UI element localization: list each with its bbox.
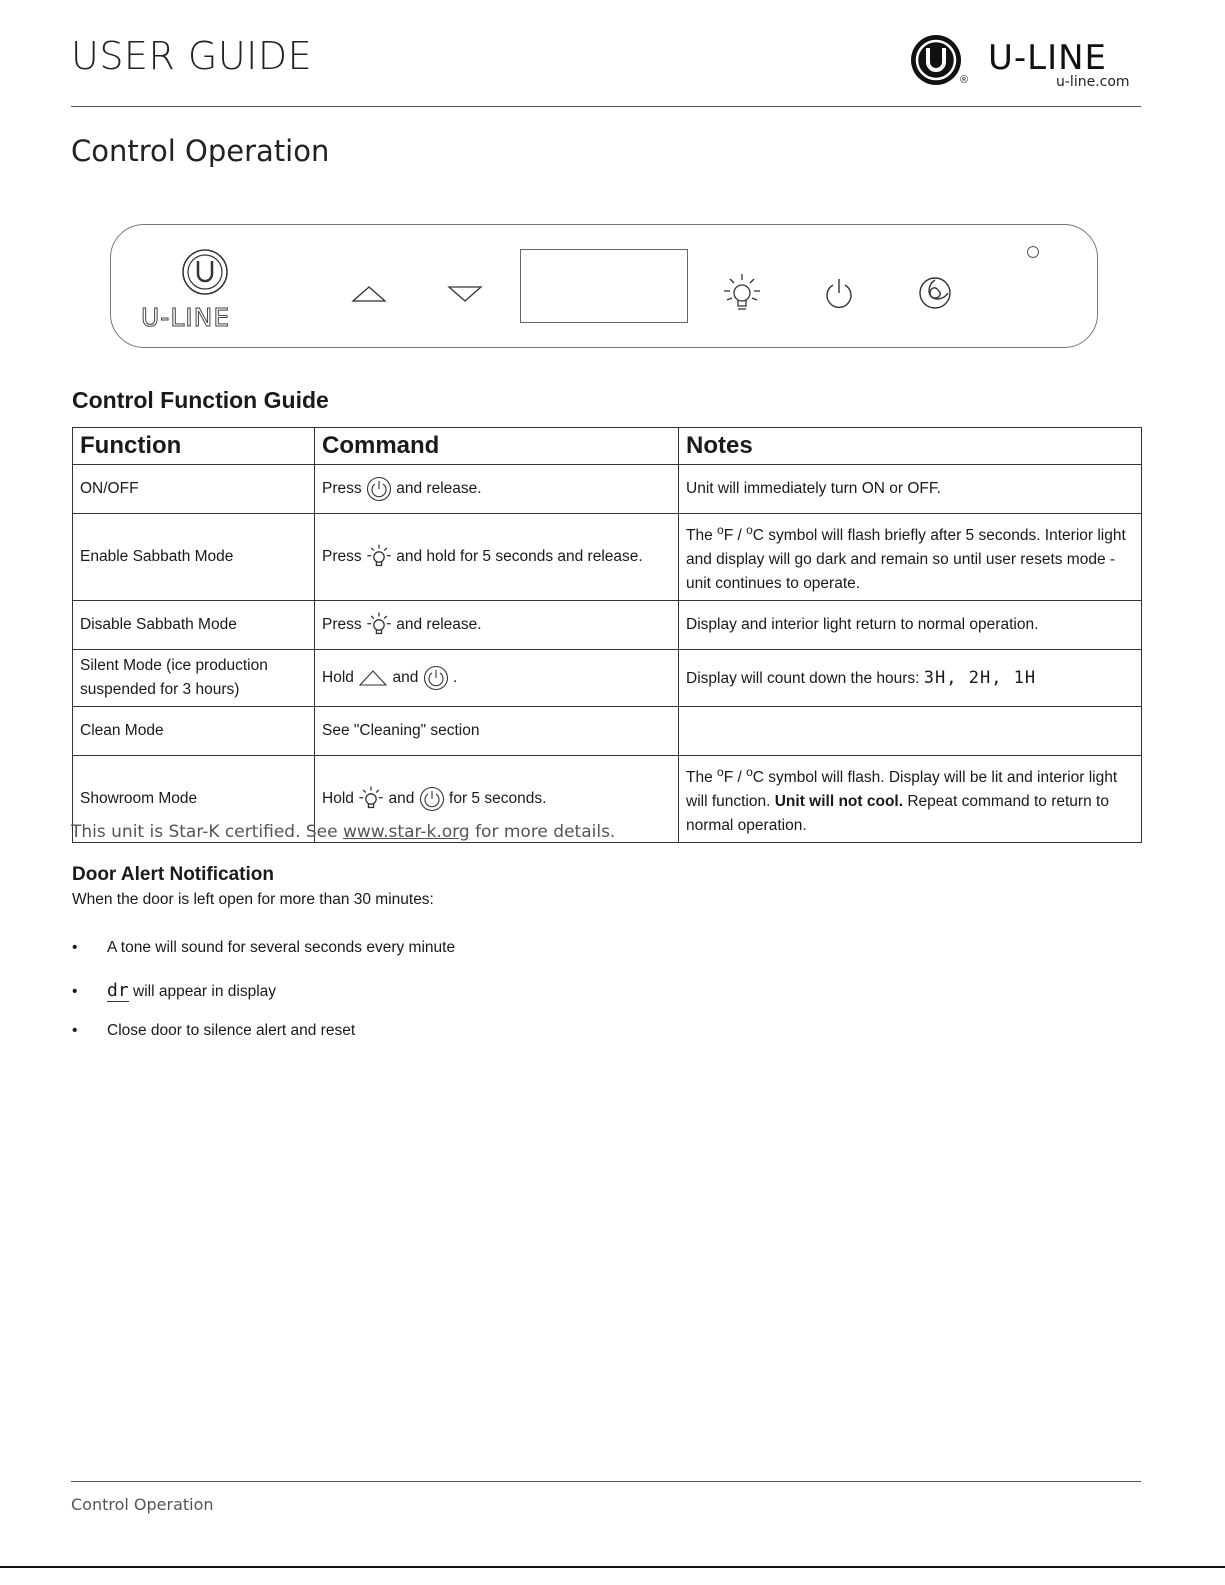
header-divider <box>71 106 1141 107</box>
command-text: Press <box>322 616 362 634</box>
table-row <box>73 650 1142 707</box>
command-cell <box>315 514 679 601</box>
bullet-mark: • <box>72 1022 78 1039</box>
notes-cell: Display and interior light return to normal operation. <box>679 601 1142 650</box>
notes-cell <box>679 756 1142 843</box>
page-bottom-edge <box>0 1566 1225 1568</box>
table-header-row <box>73 428 1142 465</box>
function-cell: Enable Sabbath Mode <box>73 514 315 601</box>
note-text: F / <box>723 769 747 787</box>
footer-divider <box>71 1481 1141 1482</box>
bullet-text: will appear in display <box>133 983 277 1000</box>
indicator-led <box>1027 246 1039 258</box>
table-row <box>73 707 1142 756</box>
note-text: C symbol will flash. Display will be lit and interior light will function. <box>686 769 1118 811</box>
column-header: Function <box>73 428 315 465</box>
command-cell <box>315 465 679 514</box>
notes-cell <box>679 514 1142 601</box>
command-text: Press <box>322 548 362 566</box>
light-bulb-icon <box>358 785 384 813</box>
command-text: . <box>453 669 458 687</box>
star-k-link[interactable]: www.star-k.org <box>343 822 470 842</box>
brand-logo <box>910 32 1142 90</box>
note-text: The <box>686 527 718 545</box>
power-icon <box>419 786 445 812</box>
function-cell: Disable Sabbath Mode <box>73 601 315 650</box>
note-text: The <box>686 769 718 787</box>
function-cell: ON/OFF <box>73 465 315 514</box>
table-row <box>73 514 1142 601</box>
notes-cell: Unit will immediately turn ON or OFF. <box>679 465 1142 514</box>
list-item <box>72 939 455 957</box>
degree-mark: o <box>717 523 724 537</box>
degree-mark: o <box>746 765 753 780</box>
note-warning: Unit will not cool. <box>774 793 904 811</box>
note-text: C symbol will flash briefly after 5 seconds. Interior light and display will go dark and remain so until user resets mode - unit continues to operate. <box>686 527 1126 593</box>
power-icon <box>423 665 449 691</box>
u-line-logo-icon <box>910 34 962 86</box>
light-bulb-icon <box>366 611 392 639</box>
footer-text: Control Operation <box>71 1495 214 1514</box>
degree-mark: o <box>717 765 724 780</box>
degree-mark: o <box>746 523 753 537</box>
header-title: USER GUIDE <box>71 34 313 78</box>
panel-brand-text: U-LINE <box>141 303 231 332</box>
brand-site: u-line.com <box>1056 74 1130 90</box>
panel-logo-icon <box>181 248 229 296</box>
star-k-note <box>71 822 615 842</box>
note-text: F / <box>723 527 747 545</box>
up-arrow-icon <box>351 285 387 303</box>
bullet-text: A tone will sound for several seconds every minute <box>107 939 456 956</box>
brand-name: U-LINE <box>988 38 1108 78</box>
note-text: Repeat command to return to normal operation. <box>686 793 1109 835</box>
column-header: Command <box>315 428 679 465</box>
table-row <box>73 601 1142 650</box>
function-cell: Clean Mode <box>73 707 315 756</box>
column-header: Notes <box>679 428 1142 465</box>
command-text: Hold <box>322 790 354 808</box>
command-cell: See "Cleaning" section <box>315 707 679 756</box>
note-text: Display will count down the hours: <box>686 669 920 687</box>
registered-mark: ® <box>960 74 969 86</box>
command-cell <box>315 601 679 650</box>
list-item <box>72 980 276 1001</box>
countdown-digits: 3H, 2H, 1H <box>923 667 1037 688</box>
command-text: and <box>388 790 415 808</box>
command-cell <box>315 650 679 707</box>
door-alert-intro: When the door is left open for more than 30 minutes: <box>72 891 434 908</box>
down-arrow-icon <box>447 285 483 303</box>
light-bulb-icon <box>722 272 762 314</box>
power-icon <box>823 277 855 311</box>
command-text: and release. <box>396 616 482 634</box>
list-item <box>72 1022 355 1040</box>
notes-cell <box>679 650 1142 707</box>
command-text: and hold for 5 seconds and release. <box>396 548 643 566</box>
command-text: Press <box>322 480 362 498</box>
command-text: and release. <box>396 480 482 498</box>
control-function-table <box>72 427 1142 843</box>
bullet-text: Close door to silence alert and reset <box>107 1022 356 1039</box>
door-display-code: dr <box>107 980 129 1001</box>
command-text: Hold <box>322 669 354 687</box>
door-alert-title: Door Alert Notification <box>72 864 274 885</box>
star-note-text: for more details. <box>469 822 616 842</box>
section-title: Control Operation <box>71 134 330 168</box>
function-cell: Showroom Mode <box>73 756 315 843</box>
up-arrow-icon <box>358 669 388 687</box>
power-icon <box>366 476 392 502</box>
command-text: for 5 seconds. <box>449 790 547 808</box>
function-cell: Silent Mode (ice production suspended for 3 hours) <box>73 650 315 707</box>
table-row <box>73 465 1142 514</box>
bullet-mark: • <box>72 983 78 1000</box>
ice-mode-icon <box>918 276 952 310</box>
star-note-text: This unit is Star-K certified. See <box>71 822 343 842</box>
light-bulb-icon <box>366 543 392 571</box>
guide-title: Control Function Guide <box>72 387 329 413</box>
bullet-mark: • <box>72 939 78 956</box>
panel-display-window <box>520 249 688 323</box>
command-text: and <box>392 669 419 687</box>
notes-cell <box>679 707 1142 756</box>
